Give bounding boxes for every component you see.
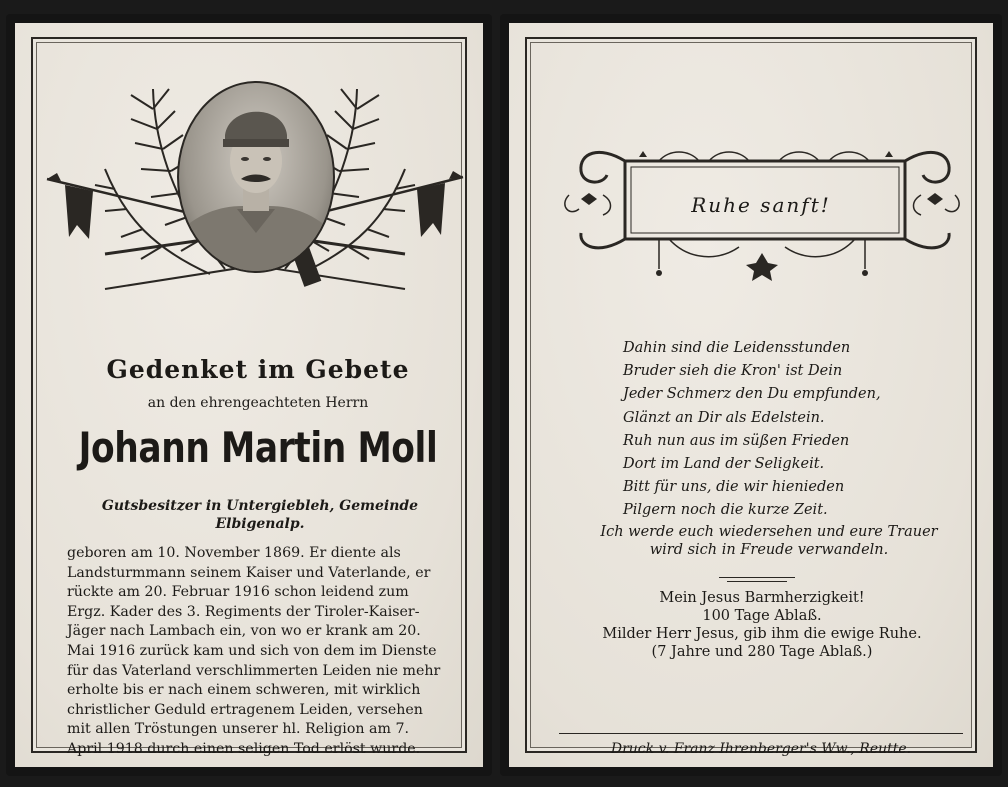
bio-line: mit allen Tröstungen unserer hl. Religion am 7. — [67, 721, 409, 738]
card-paper — [15, 23, 483, 767]
indulgence-prayer — [559, 589, 965, 661]
divider — [727, 581, 787, 582]
bio-line: erholte bis er nach einem schweren, mit wirklich — [67, 682, 421, 699]
bio-line: rückte am 20. Februar 1916 schon leidend zum — [67, 584, 409, 601]
memorial-heading: Gedenket im Gebete — [106, 355, 410, 384]
poem-line: Bitt für uns, die wir hienieden — [623, 479, 845, 496]
rest-in-peace-banner-text: Ruhe sanft! — [691, 193, 831, 217]
divider — [559, 733, 963, 734]
prayer-line: 100 Tage Ablaß. — [702, 608, 822, 624]
occupation-line: Gutsbesitzer in Untergiebleh, Gemeinde — [101, 498, 419, 514]
memorial-poem — [623, 337, 953, 523]
portrait-figure — [179, 83, 333, 271]
prayer-line: (7 Jahre und 280 Tage Ablaß.) — [651, 644, 873, 660]
honorific-subline: an den ehrengeachteten Herrn — [147, 395, 369, 411]
bio-line: April 1918 durch einen seligen Tod erlöst wurde. — [67, 740, 421, 757]
poem-line: Dahin sind die Leidensstunden — [623, 340, 851, 356]
biography-text — [67, 544, 451, 760]
deceased-name: Johann Martin Moll — [78, 423, 438, 472]
memorial-card-back — [500, 14, 1002, 776]
prayer-line: Milder Herr Jesus, gib ihm die ewige Ruhe. — [602, 626, 922, 642]
bio-line: Mai 1916 zurück kam und sich von dem im Dienste — [67, 642, 437, 659]
poem-line: Glänzt an Dir als Edelstein. — [623, 409, 825, 426]
printer-credit: Druck v. Franz Ihrenberger's Ww., Reutte. — [610, 741, 912, 757]
bio-line: Ergz. Kader des 3. Regiments der Tiroler-Kaiser- — [67, 603, 420, 620]
bio-line: christlicher Geduld ertragenem Leiden, versehen — [67, 701, 423, 718]
quote-line: wird sich in Freude verwandeln. — [649, 542, 889, 558]
reunion-quote — [579, 523, 959, 559]
occupation-text — [75, 497, 445, 533]
memorial-card-front — [6, 14, 492, 776]
poem-line: Pilgern noch die kurze Zeit. — [623, 502, 828, 519]
poem-line: Jeder Schmerz den Du empfunden, — [623, 386, 881, 403]
card-paper — [509, 23, 993, 767]
quote-line: Ich werde euch wiedersehen und eure Trauer — [600, 524, 938, 540]
bio-line: Jäger nach Lambach ein, von wo er krank am 20. — [67, 623, 421, 640]
poem-line: Dort im Land der Seligkeit. — [623, 456, 825, 473]
bio-line: für das Vaterland verschlimmerten Leiden nie mehr — [67, 662, 441, 679]
prayer-line: Mein Jesus Barmherzigkeit! — [659, 590, 865, 606]
poem-line: Bruder sieh die Kron' ist Dein — [623, 363, 843, 380]
divider — [719, 577, 795, 578]
poem-line: Ruh nun aus im süßen Frieden — [623, 432, 850, 449]
soldier-portrait-photo — [177, 81, 335, 273]
bio-line: Landsturmmann seinem Kaiser und Vaterlande, er — [67, 564, 431, 581]
occupation-line: Elbigenalp. — [215, 516, 305, 532]
bio-line: geboren am 10. November 1869. Er diente als — [67, 545, 401, 561]
